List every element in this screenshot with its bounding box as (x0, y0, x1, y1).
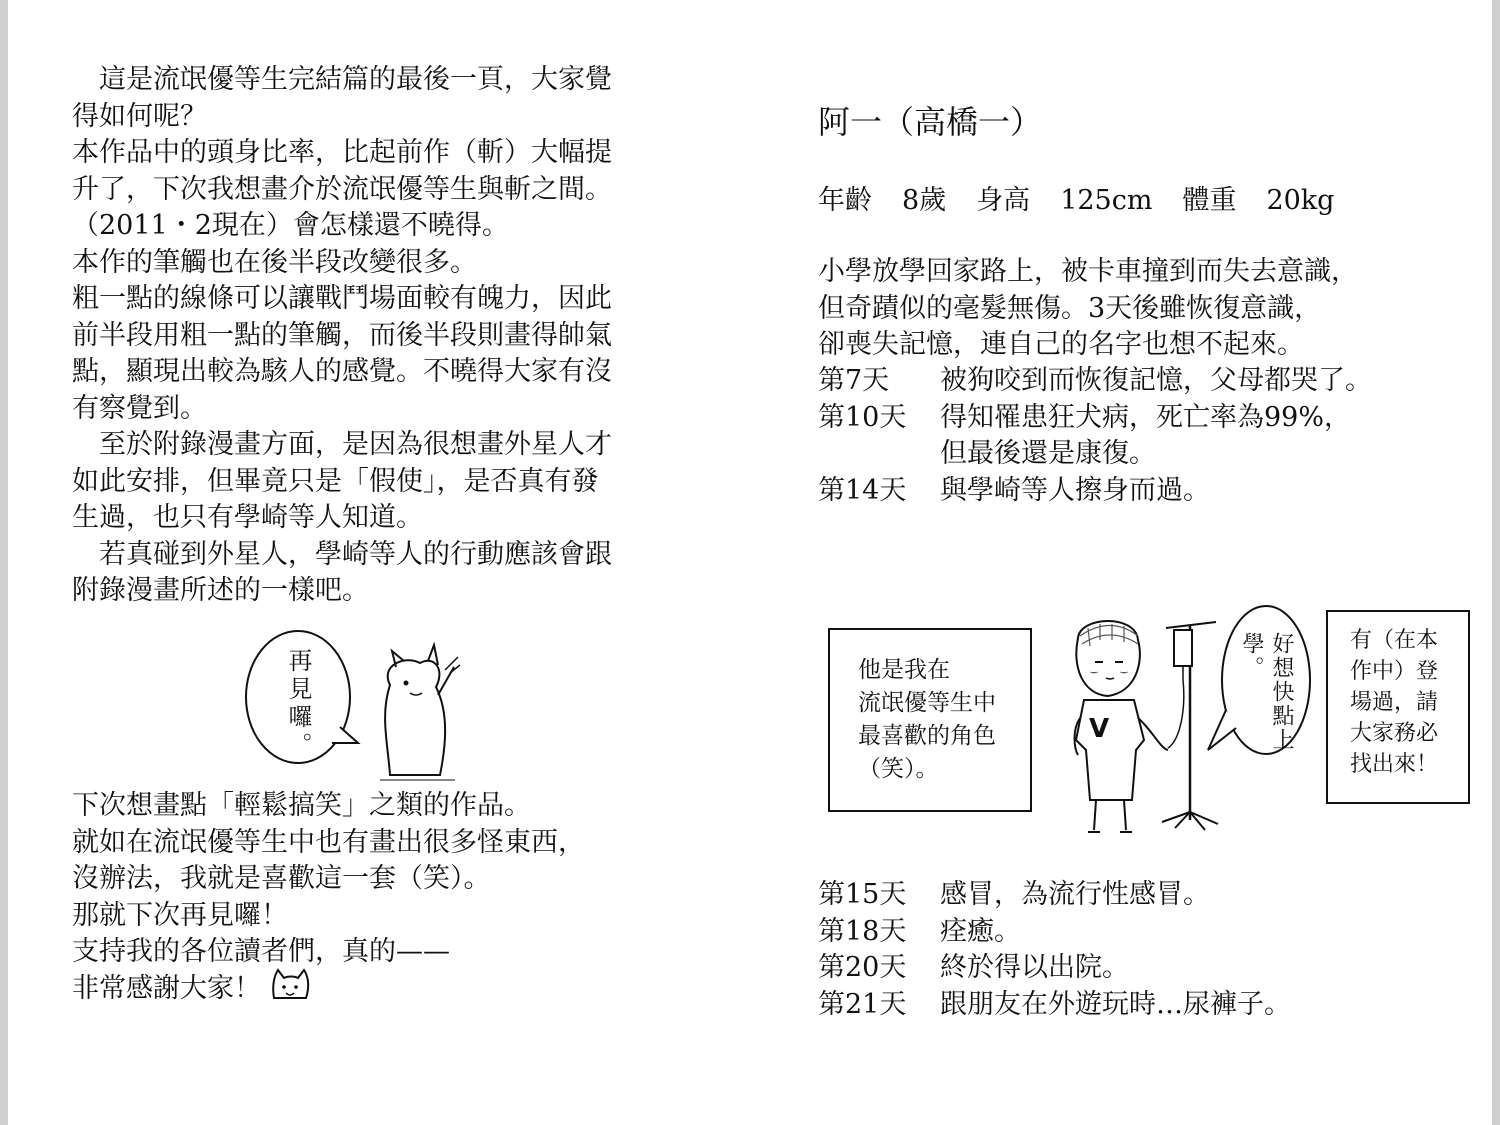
diary-top (818, 363, 1372, 509)
diary-bottom (818, 877, 1291, 1023)
bio-line: 小學放學回家路上，被卡車撞到而失去意識， (818, 256, 1358, 287)
comment-panel-left-line: （笑）。 (858, 756, 939, 782)
diary-row (818, 950, 1291, 987)
diary-row (818, 877, 1291, 914)
cat-face-icon (270, 968, 310, 1002)
diary-day: 第10天 (818, 401, 907, 433)
diary-text: 被狗咬到而恢復記憶，父母都哭了。 (940, 365, 1372, 396)
diary-row (818, 400, 1372, 437)
weight-label: 體重 (1182, 185, 1237, 216)
diary-day: 第18天 (818, 915, 907, 947)
comment-panel-right-line: 大家務必 (1350, 721, 1439, 746)
afterword-line: 沒辦法，我就是喜歡這一套（笑）。 (72, 863, 491, 894)
afterword-line: （2011・2現在）會怎樣還不曉得。 (72, 210, 509, 241)
comment-panel-left-line: 最喜歡的角色 (858, 723, 996, 749)
comment-panel-right-line: 場過，請 (1350, 690, 1439, 715)
diary-day (818, 436, 940, 473)
shirt-letter: V (1089, 714, 1110, 744)
height-value: 125cm (1060, 185, 1153, 216)
weight-value: 20kg (1266, 185, 1335, 216)
afterword-line: 至於附錄漫畫方面，是因為很想畫外星人才 (72, 429, 612, 460)
diary-day: 第20天 (818, 952, 907, 983)
afterword-line: 粗一點的線條可以讓戰鬥場面較有魄力，因此 (72, 283, 612, 314)
bio-line: 但奇蹟似的毫髮無傷。3天後雖恢復意識， (818, 292, 1322, 324)
diary-text: 跟朋友在外遊玩時…尿褲子。 (940, 988, 1291, 1020)
afterword-line: 若真碰到外星人，學崎等人的行動應該會跟 (72, 538, 612, 570)
page-edge-left (0, 0, 8, 1125)
afterword-intro (72, 62, 672, 610)
afterword-line: 如此安排，但畢竟只是「假使」，是否真有發 (72, 465, 599, 497)
diary-day: 第15天 (818, 879, 907, 910)
afterword-line: 本作的筆觸也在後半段改變很多。 (72, 246, 477, 278)
afterword-line: 那就下次再見囉！ (72, 899, 288, 931)
diary-text: 但最後還是康復。 (940, 438, 1156, 469)
diary-text: 終於得以出院。 (940, 952, 1129, 983)
afterword-line: 生過，也只有學崎等人知道。 (72, 502, 423, 533)
age-label: 年齡 (818, 185, 872, 216)
page-edge-right (1492, 0, 1500, 1125)
afterword-line: 有察覺到。 (72, 392, 207, 424)
diary-day: 第7天 (818, 365, 890, 396)
diary-text: 感冒，為流行性感冒。 (940, 879, 1210, 910)
afterword-line: 附錄漫畫所述的一樣吧。 (72, 575, 369, 606)
afterword-line: 非常感謝大家！ (72, 972, 261, 1004)
comment-panel-right-line: 找出來！ (1350, 752, 1439, 777)
afterword-line: 升了，下次我想畫介於流氓優等生與斬之間。 (72, 173, 612, 205)
afterword-line: 支持我的各位讀者們，真的—— (72, 936, 450, 967)
goodbye-bubble-text: 再見囉。 (284, 648, 312, 760)
afterword-line: 前半段用粗一點的筆觸，而後半段則畫得帥氣 (72, 319, 612, 351)
afterword-line: 就如在流氓優等生中也有畫出很多怪東西， (72, 826, 585, 858)
afterword-outro (72, 788, 672, 1007)
diary-day: 第21天 (818, 988, 907, 1020)
diary-row (818, 473, 1372, 510)
diary-text: 與學崎等人擦身而過。 (940, 474, 1210, 506)
comment-panel-right-line: 有（在本 (1350, 628, 1439, 653)
comment-panel-left-line: 他是我在 (858, 657, 950, 683)
diary-day: 第14天 (818, 474, 907, 506)
diary-row (818, 436, 1372, 473)
character-title: 阿一（高橋一） (818, 103, 1043, 141)
comment-panel-left-line: 流氓優等生中 (858, 690, 996, 716)
goodbye-bubble-illustration (240, 625, 460, 785)
afterword-line: 下次想畫點「輕鬆搞笑」之類的作品。 (72, 790, 531, 821)
afterword-line: 本作品中的頭身比率，比起前作（斬）大幅提 (72, 137, 612, 168)
character-bio (818, 254, 1458, 364)
bio-line: 卻喪失記憶，連自己的名字也想不起來。 (818, 329, 1304, 360)
diary-row (818, 987, 1291, 1024)
character-stats (818, 178, 1364, 217)
afterword-line: 得如何呢？ (72, 100, 207, 132)
diary-row (818, 914, 1291, 951)
afterword-line: 這是流氓優等生完結篇的最後一頁，大家覺 (72, 64, 612, 95)
diary-text: 痊癒。 (940, 915, 1021, 947)
diary-row (818, 363, 1372, 400)
height-label: 身高 (976, 185, 1031, 216)
diary-text: 得知罹患狂犬病，死亡率為99%， (940, 401, 1352, 433)
afterword-line: 點，顯現出較為駭人的感覺。不曉得大家有沒 (72, 356, 612, 387)
comment-panel-right-line: 作中）登 (1350, 659, 1439, 684)
age-value: 8歲 (902, 185, 947, 216)
boy-speech-bubble-text: 好想快點上學。 (1239, 632, 1294, 752)
